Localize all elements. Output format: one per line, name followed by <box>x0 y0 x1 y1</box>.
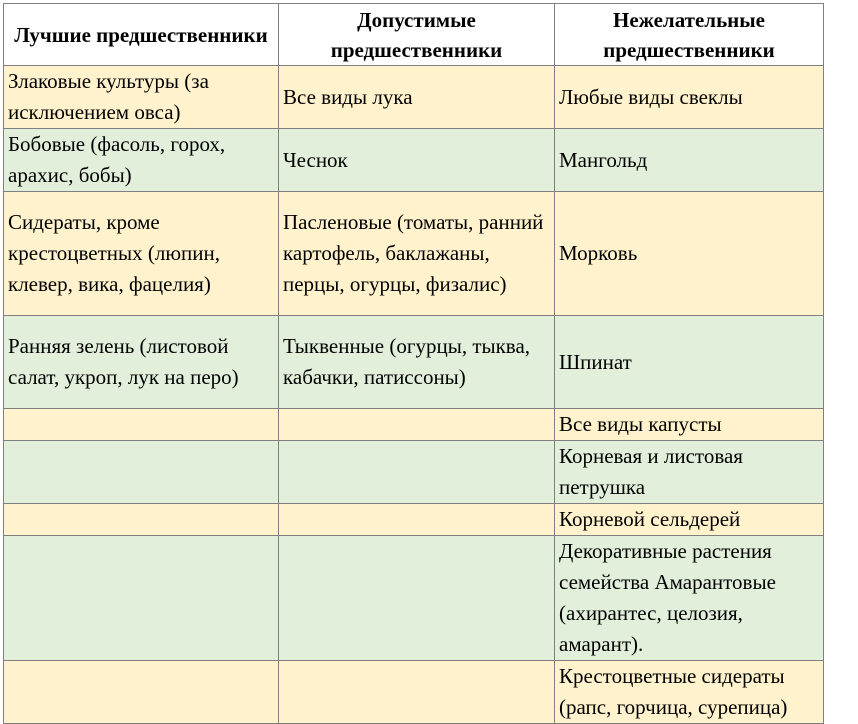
table-cell: Сидераты, кроме крестоцветных (люпин, клевер, вика, фацелия) <box>4 192 279 316</box>
header-undesirable-predecessors: Нежелательные предшественники <box>555 4 824 66</box>
table-cell: Тыквенные (огурцы, тыква, кабачки, патиссоны) <box>279 316 555 409</box>
table-cell: Злаковые культуры (за исключением овса) <box>4 66 279 129</box>
table-cell: Мангольд <box>555 129 824 192</box>
table-cell: Корневой сельдерей <box>555 504 824 536</box>
table-row <box>4 192 824 316</box>
table-cell: Любые виды свеклы <box>555 66 824 129</box>
crop-rotation-table-wrapper <box>3 3 824 724</box>
table-row <box>4 409 824 441</box>
table-row <box>4 441 824 504</box>
table-cell: Декоративные растения семейства Амарантовые (ахирантес, целозия, амарант). <box>555 536 824 661</box>
table-cell: Все виды капусты <box>555 409 824 441</box>
header-row <box>4 4 824 66</box>
table-row <box>4 504 824 536</box>
table-cell: Пасленовые (томаты, ранний картофель, баклажаны, перцы, огурцы, физалис) <box>279 192 555 316</box>
table-row <box>4 661 824 724</box>
table-cell <box>279 536 555 661</box>
table-cell <box>4 504 279 536</box>
table-cell <box>4 409 279 441</box>
table-row <box>4 66 824 129</box>
table-cell <box>279 504 555 536</box>
table-cell: Шпинат <box>555 316 824 409</box>
header-acceptable-predecessors: Допустимые предшественники <box>279 4 555 66</box>
table-cell <box>279 441 555 504</box>
table-cell <box>279 409 555 441</box>
table-cell <box>4 536 279 661</box>
header-best-predecessors: Лучшие предшественники <box>4 4 279 66</box>
crop-rotation-table <box>3 3 824 724</box>
table-cell: Бобовые (фасоль, горох, арахис, бобы) <box>4 129 279 192</box>
table-cell: Крестоцветные сидераты (рапс, горчица, сурепица) <box>555 661 824 724</box>
table-row <box>4 129 824 192</box>
table-cell <box>279 661 555 724</box>
table-cell: Морковь <box>555 192 824 316</box>
table-cell: Корневая и листовая петрушка <box>555 441 824 504</box>
table-row <box>4 536 824 661</box>
table-cell <box>4 441 279 504</box>
table-cell <box>4 661 279 724</box>
table-row <box>4 316 824 409</box>
table-cell: Чеснок <box>279 129 555 192</box>
table-cell: Ранняя зелень (листовой салат, укроп, лук на перо) <box>4 316 279 409</box>
table-cell: Все виды лука <box>279 66 555 129</box>
